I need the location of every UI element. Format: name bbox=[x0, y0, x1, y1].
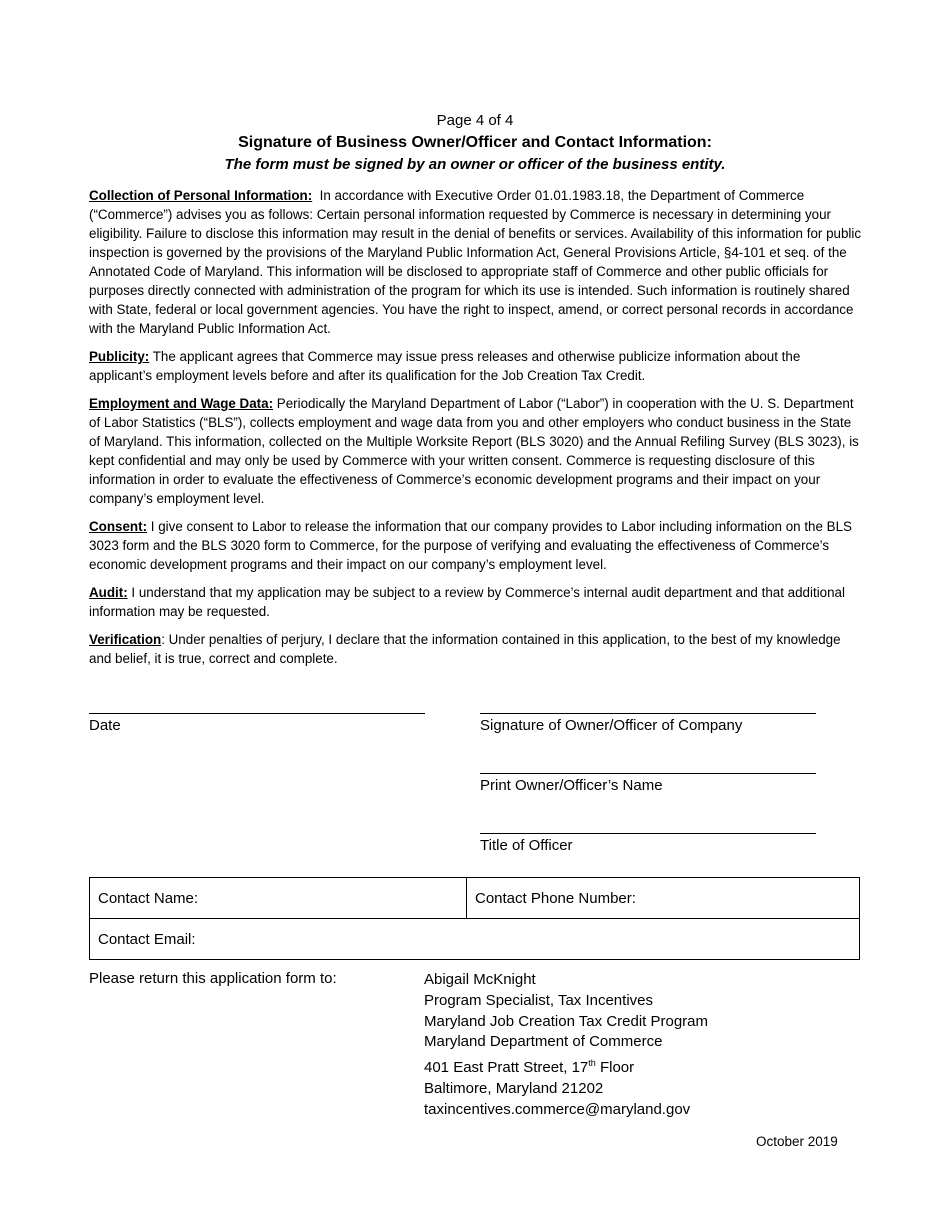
section-label: Publicity: bbox=[89, 349, 150, 364]
page-subtitle: The form must be signed by an owner or officer of the business entity. bbox=[224, 156, 726, 173]
footer-date: October 2019 bbox=[756, 1134, 838, 1149]
contact-table bbox=[89, 877, 860, 960]
contact-email-field[interactable] bbox=[90, 919, 859, 959]
section-label: Verification bbox=[89, 632, 162, 647]
officer-title-line[interactable] bbox=[480, 833, 816, 834]
page-number: Page 4 of 4 bbox=[436, 112, 514, 129]
signature-line[interactable] bbox=[480, 713, 816, 714]
street-suffix: Floor bbox=[595, 1059, 635, 1077]
officer-title-label: Title of Officer bbox=[480, 837, 573, 854]
department-name: Maryland Department of Commerce bbox=[424, 1033, 663, 1051]
section-employment-wage-data bbox=[89, 394, 864, 508]
contact-row bbox=[90, 878, 859, 919]
section-text: The applicant agrees that Commerce may issue press releases and otherwise publicize information about the applicant’s employment levels before and after its qualification for the Job Creation Tax Credit. bbox=[89, 349, 801, 383]
signature-label: Signature of Owner/Officer of Company bbox=[480, 717, 743, 734]
date-label: Date bbox=[89, 717, 121, 734]
return-address bbox=[424, 970, 708, 1121]
print-name-label: Print Owner/Officer’s Name bbox=[480, 777, 663, 794]
section-text: I give consent to Labor to release the information that our company provides to Labor including information on the BLS 3023 form and the BLS 3020 form to Commerce, for the purpose of verifying and evaluating the effectiveness of Commerce’s economic development programs and their impact on our company’s employment level. bbox=[89, 519, 852, 572]
section-text: In accordance with Executive Order 01.01.1983.18, the Department of Commerce (“Commerce”) advises you as follows: Certain personal information requested by Commerce is necessary in determining your eligibility. Failure to disclose this information may result in the denial of benefits or services. Availability of this information for public inspection is governed by the provisions of the Maryland Public Information Act, General Provisions Article, §4-101 et seq. of the Annotated Code of Maryland. This information will be disclosed to appropriate staff of Commerce and other public officials for purposes directly connected with administration of the program for which its use is intended. Such information is routinely shared with State, federal or local government agencies. You have the right to inspect, amend, or correct personal records in accordance with the Maryland Public Information Act. bbox=[89, 188, 862, 336]
section-label: Employment and Wage Data: bbox=[89, 396, 274, 411]
contact-phone-label: Contact Phone Number: bbox=[475, 889, 636, 907]
section-personal-information bbox=[89, 186, 864, 338]
street-address bbox=[424, 1053, 708, 1079]
section-text: I understand that my application may be subject to a review by Commerce’s internal audit department and that additional information may be requested. bbox=[89, 585, 845, 619]
contact-person-position: Program Specialist, Tax Incentives bbox=[424, 991, 653, 1009]
section-publicity bbox=[89, 347, 864, 385]
return-email-link[interactable]: taxincentives.commerce@maryland.gov bbox=[424, 1100, 691, 1118]
section-text: Periodically the Maryland Department of Labor (“Labor”) in cooperation with the U. S. Department of Labor Statistics (“BLS”), collects employment and wage data from you and other employers who conduct business in the State of Maryland. This information, collected on the Multiple Worksite Report (BLS 3020) and the Annual Refiling Survey (BLS 3023), is kept confidential and may only be used by Commerce with your written consent. Commerce is requesting disclosure of this information in order to evaluate the effectiveness of Commerce’s economic development programs and their impact on your company’s employment level. bbox=[89, 396, 859, 506]
print-name-line[interactable] bbox=[480, 773, 816, 774]
contact-phone-field[interactable] bbox=[467, 878, 859, 918]
section-consent bbox=[89, 517, 864, 574]
contact-row bbox=[90, 919, 859, 959]
page-title: Signature of Business Owner/Officer and Contact Information: bbox=[238, 134, 712, 151]
return-label: Please return this application form to: bbox=[89, 970, 337, 987]
section-verification bbox=[89, 630, 864, 668]
city-state-zip: Baltimore, Maryland 21202 bbox=[424, 1079, 604, 1097]
street-ordinal: th bbox=[588, 1058, 596, 1069]
section-label: Collection of Personal Information: bbox=[89, 188, 313, 203]
section-text: : Under penalties of perjury, I declare that the information contained in this application, to the best of my knowledge and belief, it is true, correct and complete. bbox=[89, 632, 841, 666]
section-audit bbox=[89, 583, 864, 621]
contact-person-name: Abigail McKnight bbox=[424, 971, 536, 988]
contact-email-label: Contact Email: bbox=[98, 930, 196, 948]
street-prefix: 401 East Pratt Street, 17 bbox=[424, 1059, 589, 1077]
date-line[interactable] bbox=[89, 713, 425, 714]
contact-name-field[interactable] bbox=[90, 878, 467, 918]
disclosure-body bbox=[89, 186, 864, 677]
contact-name-label: Contact Name: bbox=[98, 889, 199, 907]
section-label: Consent: bbox=[89, 519, 148, 534]
program-name: Maryland Job Creation Tax Credit Program bbox=[424, 1012, 709, 1030]
section-label: Audit: bbox=[89, 585, 128, 600]
